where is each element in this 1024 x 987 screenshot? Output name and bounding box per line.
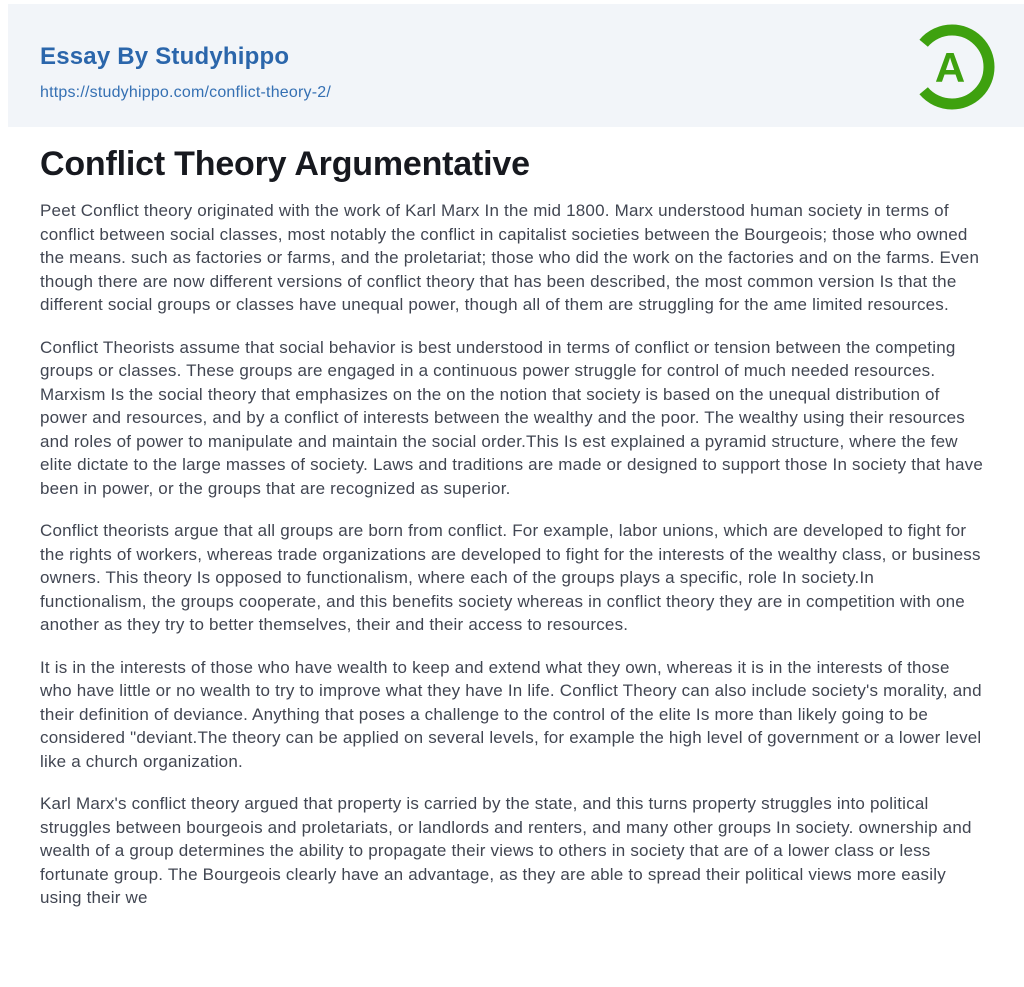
essay-title: Conflict Theory Argumentative xyxy=(40,145,530,183)
header-text-block xyxy=(40,29,331,103)
site-title: Essay By Studyhippo xyxy=(40,42,290,70)
essay-paragraph: It is in the interests of those who have wealth to keep and extend what they own, whereas it is in the interests of those who have little or no wealth to try to improve what they have In life. Conflict Theory can also include society's morality, and their definition of deviance. Anything that poses a challenge to the control of the elite Is more than likely going to be considered "deviant.The theory can be applied on several levels, for example the high level of government or a lower level like a church organization. xyxy=(40,657,982,771)
essay-paragraph: Conflict theorists argue that all groups are born from conflict. For example, labor unions, which are developed to fight for the rights of workers, whereas trade organizations are developed to fight for the interests of the wealthy class, or business owners. This theory Is opposed to functionalism, where each of the groups plays a specific, role In society.In functionalism, the groups cooperate, and this benefits society whereas in conflict theory they are in competition with one another as they try to better themselves, their and their access to resources. xyxy=(40,521,981,635)
essay-article xyxy=(0,127,1024,929)
page-url-link[interactable]: https://studyhippo.com/conflict-theory-2/ xyxy=(40,84,331,102)
logo-letter: A xyxy=(934,43,966,91)
essay-paragraph: Peet Conflict theory originated with the work of Karl Marx In the mid 1800. Marx understood human society in terms of conflict between social classes, most notably the conflict in capitalist societies between the Bourgeois; those who owned the means. such as factories or farms, and the proletariat; those who did the work on the factories and on the farms. Even though there are now different versions of conflict theory that has been described, the most common version Is that the different social groups or classes have unequal power, though all of them are struggling for the ame limited resources. xyxy=(40,201,980,315)
essay-paragraphs xyxy=(40,199,984,910)
page-header xyxy=(8,4,1024,127)
studyhippo-logo-icon xyxy=(908,23,996,111)
essay-paragraph: Conflict Theorists assume that social behavior is best understood in terms of conflict or tension between the competing groups or classes. These groups are engaged in a continuous power struggle for control of much needed resources. Marxism Is the social theory that emphasizes on the on the notion that society is based on the unequal distribution of power and resources, and by a conflict of interests between the wealthy and the poor. The wealthy using their resources and roles of power to manipulate and maintain the social order.This Is est explained a pyramid structure, where the few elite dictate to the large masses of society. Laws and traditions are made or designed to support those In society that have been in power, or the groups that are recognized as superior. xyxy=(40,337,984,498)
essay-paragraph: Karl Marx's conflict theory argued that property is carried by the state, and this turns property struggles into political struggles between bourgeois and proletariats, or landlords and renters, and many other groups In society. ownership and wealth of a group determines the ability to propagate their views to others in society that are of a lower class or less fortunate group. The Bourgeois clearly have an advantage, as they are able to spread their political views more easily using their we xyxy=(40,794,972,908)
